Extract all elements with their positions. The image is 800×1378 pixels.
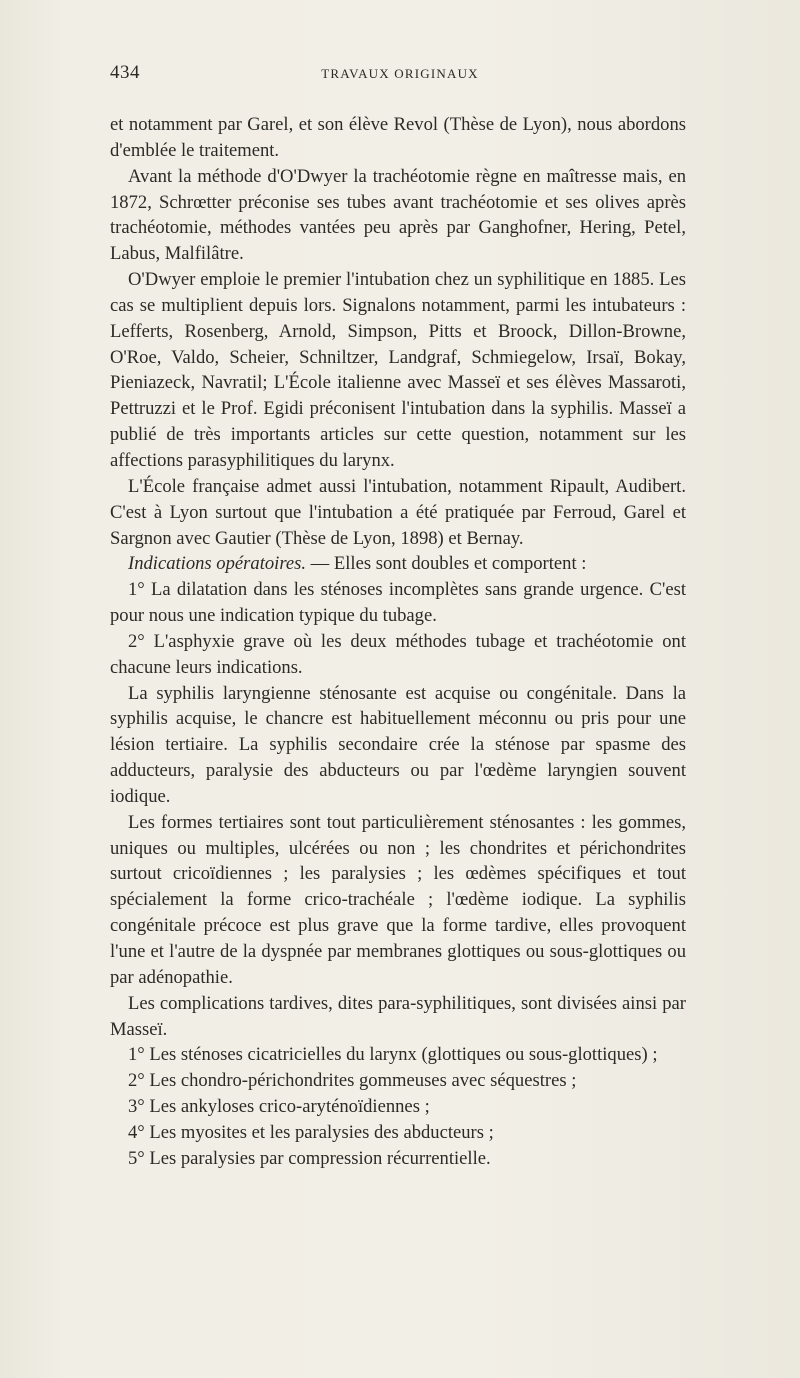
indications-heading: Indications opératoires. — [128, 553, 307, 575]
body-text — [110, 112, 686, 1172]
paragraph-intubators: O'Dwyer emploie le premier l'intubation chez un syphilitique en 1885. Les cas se multiplient depuis lors. Signalons notamment, parmi les intubateurs : Lefferts, Rosenberg, Arnold, Simpson, Pitts et Broock, Dillon-Browne, O'Roe, Valdo, Scheier, Schniltzer, Landgraf, Schmiegelow, Irsaï, Bokay, Pieniazeck, Navratil; L'École italienne avec Masseï et ses élèves Massaroti, Pettruzzi et le Prof. Egidi préconisent l'intubation dans la syphilis. Masseï a publié de très importants articles sur cette question, notamment sur les affections parasyphilitiques du larynx. — [110, 269, 686, 471]
list-item-1: 1° Les sténoses cicatricielles du larynx (glottiques ou sous-glottiques) ; — [128, 1044, 658, 1066]
paragraph-odwyer-history: Avant la méthode d'O'Dwyer la trachéotomie règne en maîtresse mais, en 1872, Schrœtter préconise ses tubes avant trachéotomie et ses olives après trachéotomie, méthodes vantées peu après par Ganghofner, Hering, Petel, Labus, Malfilâtre. — [110, 165, 686, 265]
indications-intro: — Elles sont doubles et comportent : — [306, 553, 587, 575]
list-item-4: 4° Les myosites et les paralysies des abducteurs ; — [128, 1121, 494, 1143]
paragraph-laryngeal-syphilis: La syphilis laryngienne sténosante est acquise ou congénitale. Dans la syphilis acquise, le chancre est habituellement méconnu ou pris pour une lésion tertiaire. La syphilis secondaire crée la sténose par spasme des adducteurs, paralysie des abducteurs ou par l'œdème laryngien souvent iodique. — [110, 682, 686, 807]
paragraph-indication-1: 1° La dilatation dans les sténoses incomplètes sans grande urgence. C'est pour nous une indication typique du tubage. — [110, 579, 686, 627]
list-item-2: 2° Les chondro-périchondrites gommeuses avec séquestres ; — [128, 1070, 577, 1092]
paragraph-indication-2: 2° L'asphyxie grave où les deux méthodes tubage et trachéotomie ont chacune leurs indications. — [110, 630, 686, 678]
paragraph-french-school: L'École française admet aussi l'intubation, notamment Ripault, Audibert. C'est à Lyon surtout que l'intubation a été pratiquée par Ferroud, Garel et Sargnon avec Gautier (Thèse de Lyon, 1898) et Bernay. — [110, 475, 686, 549]
paragraph-late-complications: Les complications tardives, dites para-syphilitiques, sont divisées ainsi par Masseï. — [110, 992, 686, 1040]
list-item-5: 5° Les paralysies par compression récurrentielle. — [128, 1147, 491, 1169]
list-item-3: 3° Les ankyloses crico-aryténoïdiennes ; — [128, 1096, 430, 1118]
paragraph-indications — [110, 551, 686, 577]
running-title: TRAVAUX ORIGINAUX — [321, 66, 479, 81]
page-header — [0, 62, 800, 90]
paragraph-continuation: et notamment par Garel, et son élève Revol (Thèse de Lyon), nous abordons d'emblée le traitement. — [110, 114, 686, 161]
paragraph-tertiary-forms: Les formes tertiaires sont tout particulièrement sténosantes : les gommes, uniques ou multiples, ulcérées ou non ; les chondrites et périchondrites surtout cricoïdiennes ; les paralysies ; les œdèmes spécifiques et tout spécialement la forme crico-trachéale ; l'œdème iodique. La syphilis congénitale précoce est plus grave que la forme tardive, elles provoquent l'une et l'autre de la dyspnée par membranes glottiques ou sous-glottiques ou par adénopathie. — [110, 811, 686, 988]
page-number: 434 — [110, 62, 140, 83]
